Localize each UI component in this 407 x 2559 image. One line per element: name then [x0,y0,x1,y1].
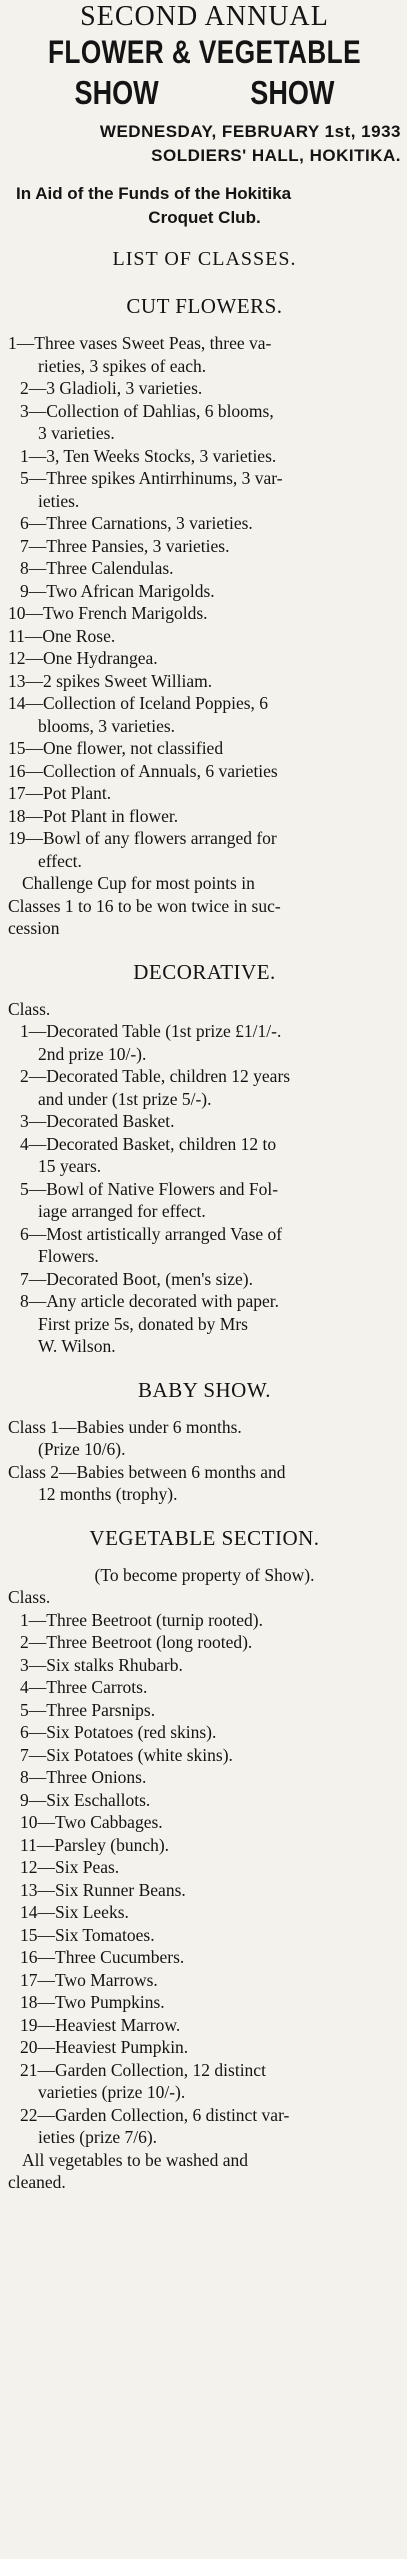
section-heading-decorative: DECORATIVE. [133,959,276,984]
class-line: 14—Collection of Iceland Poppies, 6 [8,693,269,713]
ad-headline: FLOWER & VEGETABLE [47,34,362,70]
class-line: effect. [38,850,82,871]
class-line: 15—One flower, not classified [8,738,224,758]
class-line: 11—One Rose. [8,625,116,646]
class-line: and under (1st prize 5/-). [38,1088,212,1109]
event-date: WEDNESDAY, FEBRUARY 1st, 1933 [99,122,401,141]
class-line: 5—Three spikes Antirrhinums, 3 var- [20,468,283,488]
show-row [43,72,365,114]
class-line: 10—Two Cabbages. [20,1812,163,1832]
class-line: 12—Six Peas. [20,1857,120,1877]
class-line: 9—Six Eschallots. [20,1789,151,1810]
class-line: 3—Decorated Basket. [20,1111,175,1131]
class-line: iage arranged for effect. [38,1201,206,1221]
class-line: 16—Collection of Annuals, 6 varieties [8,760,278,781]
vegetable-list [8,1586,401,2194]
class-line: ieties. [38,490,80,511]
class-line: (Prize 10/6). [38,1439,126,1459]
class-line: 13—Six Runner Beans. [20,1879,186,1900]
class-line: Classes 1 to 16 to be won twice in suc- [8,895,281,916]
newspaper-advertisement [0,2,407,2559]
class-line: Class 1—Babies under 6 months. [8,1416,242,1437]
class-line: 20—Heaviest Pumpkin. [20,2037,189,2057]
class-line: 21—Garden Collection, 12 distinct [20,2059,266,2080]
class-line: 7—Six Potatoes (white skins). [20,1744,233,1765]
class-line: cession [8,918,60,938]
vegetable-note: (To become property of Show). [94,1564,315,1585]
class-line: 8—Three Onions. [20,1767,147,1787]
class-line: 3—Collection of Dahlias, 6 blooms, [20,400,274,421]
class-line: 17—Pot Plant. [8,783,112,803]
class-line: 2—Three Beetroot (long rooted). [20,1632,253,1652]
class-line: 15—Six Tomatoes. [20,1924,155,1945]
class-line: 17—Two Marrows. [20,1969,158,1990]
class-line: W. Wilson. [38,1336,116,1356]
class-line: 5—Three Parsnips. [20,1699,156,1720]
class-line: 11—Parsley (bunch). [20,1834,170,1855]
decorative-list [8,998,401,1358]
class-line: 16—Three Cucumbers. [20,1947,185,1967]
baby-show-list [8,1416,401,1506]
ad-title: SECOND ANNUAL [80,1,329,32]
class-line: All vegetables to be washed and [22,2149,248,2170]
class-line: 9—Two African Marigolds. [20,580,215,601]
class-line: 15 years. [38,1156,102,1176]
class-line: 2—Decorated Table, children 12 years [20,1066,291,1086]
class-line: Class 2—Babies between 6 months and [8,1461,286,1482]
class-line: 19—Bowl of any flowers arranged for [8,828,277,848]
show-word-left: SHOW [74,74,159,111]
class-line: 19—Heaviest Marrow. [20,2014,181,2035]
class-line: 12 months (trophy). [38,1484,178,1504]
class-line: 1—Three vases Sweet Peas, three va- [8,333,272,353]
class-line: 6—Three Carnations, 3 varieties. [20,513,253,533]
class-line: rieties, 3 spikes of each. [38,355,207,376]
class-line: 13—2 spikes Sweet William. [8,670,213,691]
aid-line-1: In Aid of the Funds of the Hokitika [16,184,292,203]
class-line: 4—Decorated Basket, children 12 to [20,1133,277,1154]
class-line: 18—Two Pumpkins. [20,1992,165,2012]
class-line: 5—Bowl of Native Flowers and Fol- [20,1178,279,1199]
cut-flowers-list [8,332,401,940]
class-line: blooms, 3 varieties. [38,715,176,736]
class-line: cleaned. [8,2172,66,2192]
class-line: 18—Pot Plant in flower. [8,805,179,826]
class-line: 1—Three Beetroot (turnip rooted). [20,1609,263,1630]
class-line: 8—Three Calendulas. [20,558,174,578]
aid-line-2: Croquet Club. [148,208,261,227]
class-line: 2—3 Gladioli, 3 varieties. [20,378,203,398]
class-line: Challenge Cup for most points in [22,873,255,893]
section-heading-cut-flowers: CUT FLOWERS. [126,294,283,318]
class-line: Class. [8,998,51,1019]
class-line: First prize 5s, donated by Mrs [38,1313,248,1334]
class-line: 1—3, Ten Weeks Stocks, 3 varieties. [20,445,277,466]
class-line: 8—Any article decorated with paper. [20,1291,279,1311]
class-line: 4—Three Carrots. [20,1677,148,1697]
class-line: 6—Most artistically arranged Vase of [20,1223,283,1244]
event-venue: SOLDIERS' HALL, HOKITIKA. [151,146,401,165]
class-line: Flowers. [38,1246,99,1266]
class-line: 7—Decorated Boot, (men's size). [20,1268,254,1289]
class-line: 6—Six Potatoes (red skins). [20,1722,217,1742]
class-line: 3 varieties. [38,423,115,443]
list-heading: LIST OF CLASSES. [112,248,297,270]
class-line: 3—Six stalks Rhubarb. [20,1654,183,1675]
class-line: ieties (prize 7/6). [38,2127,158,2147]
class-line: 22—Garden Collection, 6 distinct var- [20,2104,290,2125]
section-heading-baby-show: BABY SHOW. [138,1377,271,1402]
class-line: Class. [8,1587,51,1607]
class-line: 10—Two French Marigolds. [8,603,208,623]
class-line: 12—One Hydrangea. [8,648,158,668]
section-heading-vegetable: VEGETABLE SECTION. [89,1525,320,1550]
class-line: 7—Three Pansies, 3 varieties. [20,535,230,556]
class-line: varieties (prize 10/-). [38,2082,186,2102]
class-line: 14—Six Leeks. [20,1902,129,1922]
class-line: 1—Decorated Table (1st prize £1/1/-. [20,1021,282,1041]
class-line: 2nd prize 10/-). [38,1043,147,1064]
show-word-right: SHOW [250,74,335,111]
